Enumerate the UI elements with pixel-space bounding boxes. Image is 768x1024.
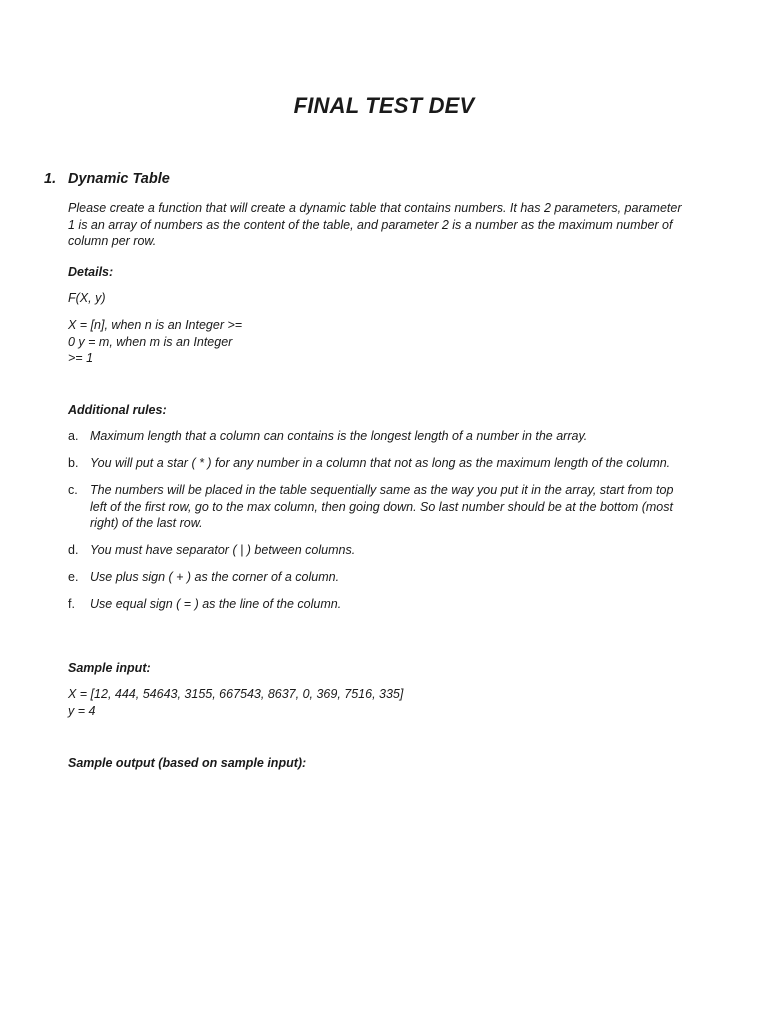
rule-item (68, 542, 688, 559)
section-number: 1. (44, 171, 57, 187)
rule-item (68, 455, 688, 472)
rule-item (68, 596, 688, 613)
function-signature: F(X, y) (68, 291, 106, 305)
definition-line: >= 1 (68, 351, 94, 365)
rule-text: You will put a star ( * ) for any number in a column that not as long as the maximum length of the column. (90, 456, 671, 470)
document-title: FINAL TEST DEV (293, 93, 475, 118)
rule-marker: c. (68, 483, 78, 497)
rule-text: The numbers will be placed in the table sequentially same as the way you put it in the array, start from top left of the first row, go to the max column, then going down. So last number should be at the bottom (most right) of the last row. (90, 483, 674, 530)
rule-marker: b. (68, 456, 79, 470)
rule-item (68, 482, 688, 532)
sample-input-line: y = 4 (68, 703, 96, 718)
additional-rules-label: Additional rules: (68, 403, 167, 417)
rule-marker: f. (68, 597, 75, 611)
rule-item (68, 569, 688, 586)
sample-input (68, 686, 688, 719)
rule-marker: e. (68, 570, 79, 584)
section-heading (44, 171, 170, 187)
sample-input-label: Sample input: (68, 661, 151, 675)
intro-paragraph: Please create a function that will create a dynamic table that contains numbers. It has 2 parameters, parameter 1 is an array of numbers as the content of the table, and parameter 2 is a number as the maximum number of column per row. (68, 201, 682, 248)
rule-marker: a. (68, 429, 79, 443)
rule-marker: d. (68, 543, 79, 557)
sample-output-label: Sample output (based on sample input): (68, 756, 307, 770)
rule-item (68, 428, 688, 445)
rule-text: Use equal sign ( = ) as the line of the column. (90, 597, 342, 611)
rule-text: You must have separator ( | ) between columns. (90, 543, 356, 557)
rule-text: Use plus sign ( + ) as the corner of a column. (90, 570, 340, 584)
sample-input-line: X = [12, 444, 54643, 3155, 667543, 8637, 0, 369, 7516, 335] (68, 687, 404, 701)
rules-list (68, 428, 688, 623)
definition-line: X = [n], when n is an Integer >= (68, 318, 243, 332)
details-label: Details: (68, 265, 114, 279)
parameter-definitions (68, 317, 278, 367)
section-title: Dynamic Table (68, 171, 170, 187)
definition-line: 0 y = m, when m is an Integer (68, 334, 233, 349)
rule-text: Maximum length that a column can contains is the longest length of a number in the array. (90, 429, 588, 443)
